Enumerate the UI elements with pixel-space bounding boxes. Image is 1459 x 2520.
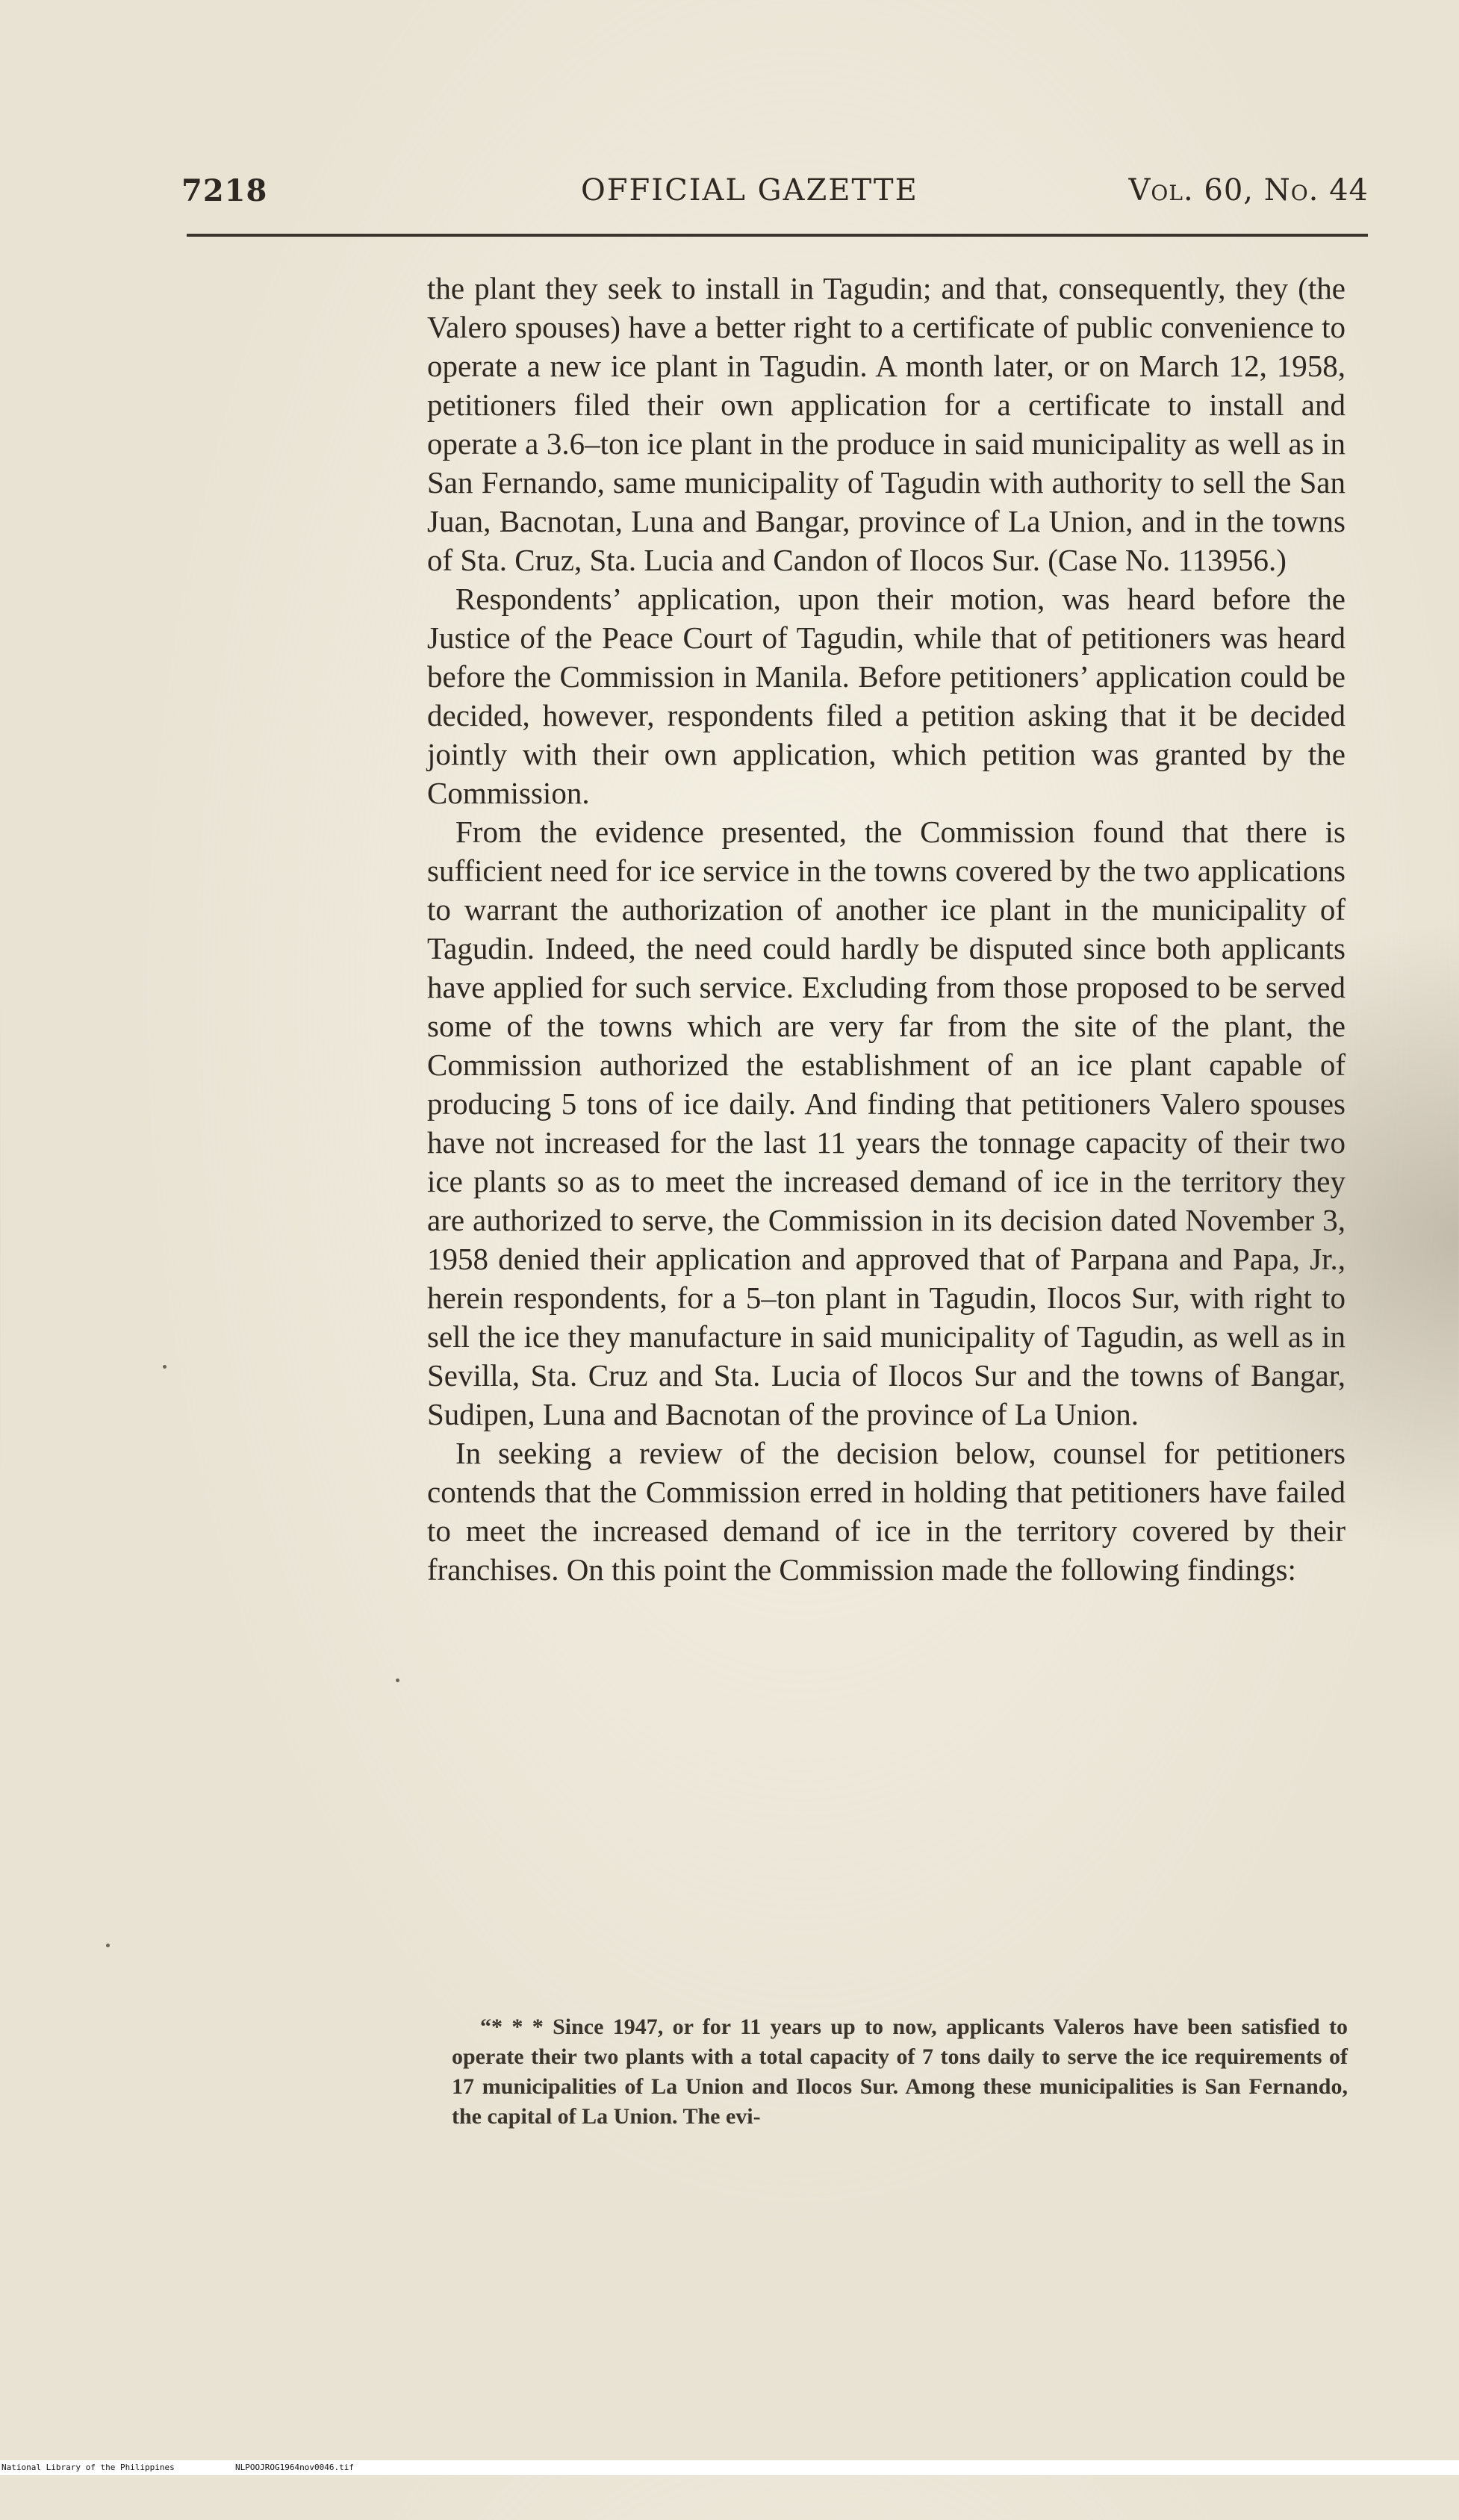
scan-speck <box>106 1944 110 1947</box>
volume-issue: Vol. 60, No. 44 <box>1128 173 1369 208</box>
paragraph-continuation: the plant they seek to install in Tagudin; and that, consequently, they (the Valero spouses) have a better right to a certificate of public convenience to operate a new ice plant in Tagudin. A month later, or on March 12, 1958, petitioners filed their own application for a certificate to install and operate a 3.6–ton ice plant in the produce in said municipality as well as in San Fernando, same municipality of Tagudin with authority to sell the San Juan, Bacnotan, Luna and Bangar, province of La Union, and in the towns of Sta. Cruz, Sta. Lucia and Candon of Ilocos Sur. (Case No. 113956.) <box>427 271 1346 577</box>
footer-source: National Library of the Philippines <box>1 2463 175 2472</box>
scan-speck <box>163 1365 167 1369</box>
paragraph-review: In seeking a review of the decision below, counsel for petitioners contends that the Commission erred in holding that petitioners have failed to meet the increased demand of ice in the territory covered by their franchises. On this point the Commission made the following findings: <box>427 1436 1346 1587</box>
page-number: 7218 <box>181 173 268 208</box>
quote-text: “* * * Since 1947, or for 11 years up to now, applicants Valeros have been satisfied to operate their two plants with a total capacity of 7 tons daily to serve the ice requirements of 17 municipalities of La Union and Ilocos Sur. Among these municipalities is San Fernando, the capital of La Union. The evi- <box>452 2015 1348 2129</box>
body-text <box>427 269 1346 1589</box>
scan-speck <box>396 1679 399 1682</box>
publication-title: OFFICIAL GAZETTE <box>581 173 918 208</box>
block-quote <box>452 2012 1348 2132</box>
scan-footer <box>0 2460 1459 2475</box>
footer-filename: NLPOOJROG1964nov0046.tif <box>235 2463 354 2472</box>
paragraph-respondents-application: Respondents’ application, upon their motion, was heard before the Justice of the Peace Court of Tagudin, while that of petitioners was heard before the Commission in Manila. Before petitioners’ application could be decided, however, respondents filed a petition asking that it be decided jointly with their own application, which petition was granted by the Commission. <box>427 582 1346 810</box>
paragraph-commission-findings: From the evidence presented, the Commission found that there is sufficient need for ice service in the towns covered by the two applications to warrant the authorization of another ice plant in the municipality of Tagudin. Indeed, the need could hardly be disputed since both applicants have applied for such service. Excluding from those proposed to be served some of the towns which are very far from the site of the plant, the Commission authorized the establishment of an ice plant capable of producing 5 tons of ice daily. And finding that petitioners Valero spouses have not increased for the last 11 years the tonnage capacity of their two ice plants so as to meet the increased demand of ice in the territory they are authorized to serve, the Commission in its decision dated November 3, 1958 denied their application and approved that of Parpana and Papa, Jr., herein respondents, for a 5–ton plant in Tagudin, Ilocos Sur, with right to sell the ice they manufacture in said municipality of Tagudin, as well as in Sevilla, Sta. Cruz and Sta. Lucia of Ilocos Sur and the towns of Bangar, Sudipen, Luna and Bacnotan of the province of La Union. <box>427 815 1346 1431</box>
header-rule <box>187 234 1368 237</box>
page-header <box>181 173 1369 218</box>
